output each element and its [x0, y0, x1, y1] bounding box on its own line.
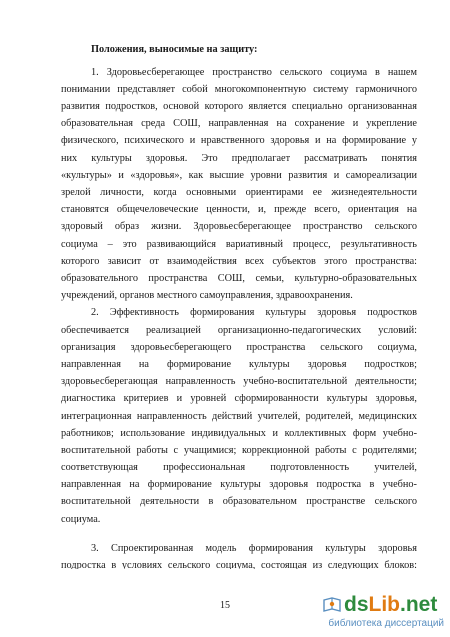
text-line: развития подростков, основой которого является специально организованная	[61, 101, 417, 112]
text-line: становятся общечеловеческие ценности, и, прежде всего, ориентация на	[61, 204, 417, 215]
text-line: 3. Спроектированная модель формирования культуры здоровья	[91, 543, 417, 554]
text-line: интеграционная направленность действий учителей, родителей, медицинских	[61, 411, 417, 422]
logo-lib: Lib	[368, 593, 401, 616]
text-line: образовательного пространства СОШ, семьи, культурно-образовательных	[61, 273, 417, 284]
text-line: здоровый образ жизни. Здоровьесберегающее пространство сельского	[61, 221, 417, 232]
text-line: направленная на формирование культуры здоровья подростка в учебно-	[61, 479, 417, 490]
text-line: учреждений, органов местного самоуправления, здравоохранения.	[61, 290, 353, 301]
watermark-subtitle: библиотека диссертаций	[328, 618, 444, 629]
page-number: 15	[220, 600, 230, 611]
text-line: физического, психического и нравственного здоровья и на формирование у	[61, 135, 417, 146]
text-line: зрелой личности, когда основными ориентирами ее жизнедеятельности	[61, 187, 417, 198]
text-line: направленная на формирование культуры здоровья подростков;	[61, 359, 417, 370]
book-icon	[322, 595, 342, 615]
text-line: подростка в условиях сельского социума, состоящая из следующих блоков:	[61, 560, 417, 569]
text-line: них культуры здоровья. Это предполагает рассматривать понятия	[61, 153, 417, 164]
text-line: понимании представляет собой многокомпонентную систему гармоничного	[61, 84, 417, 95]
text-line: воспитательной деятельности в образовательном пространстве сельского	[61, 496, 417, 507]
text-line: которого зависит от взаимодействия всех субъектов этого пространства:	[61, 256, 417, 267]
watermark	[292, 593, 444, 633]
section-heading: Положения, выносимые на защиту:	[91, 44, 258, 55]
text-line: 2. Эффективность формирования культуры здоровья подростков	[91, 307, 417, 318]
text-line: организация здоровьесберегающего пространства сельского социума,	[61, 342, 417, 353]
logo-ds: ds	[344, 593, 369, 616]
logo-net: .net	[400, 593, 438, 616]
text-line: соответствующая профессиональная подготовленность учителей,	[61, 462, 417, 473]
text-line: диагностика критериев и уровней сформированности культуры здоровья,	[61, 393, 417, 404]
text-line: образовательная среда СОШ, направленная на сохранение и укрепление	[61, 118, 417, 129]
text-line: обеспечивается реализацией организационно-педагогических условий:	[61, 325, 417, 336]
text-line: «культуры» и «здоровья», как высшие уровни развития и самореализации	[61, 170, 417, 181]
text-line: социума – это развивающийся вариативный процесс, результативность	[61, 239, 417, 250]
text-line: здоровьесберегающая направленность учебно-воспитательной деятельности;	[61, 376, 417, 387]
text-line: 1. Здоровьесберегающее пространство сельского социума в нашем	[91, 67, 417, 78]
watermark-logo	[344, 593, 437, 617]
text-line: воспитательной работы с учащимися; коррекционной работы с родителями;	[61, 445, 417, 456]
text-line: работников; использование индивидуальных и коллективных форм учебно-	[61, 428, 417, 439]
text-line: социума.	[61, 514, 101, 525]
